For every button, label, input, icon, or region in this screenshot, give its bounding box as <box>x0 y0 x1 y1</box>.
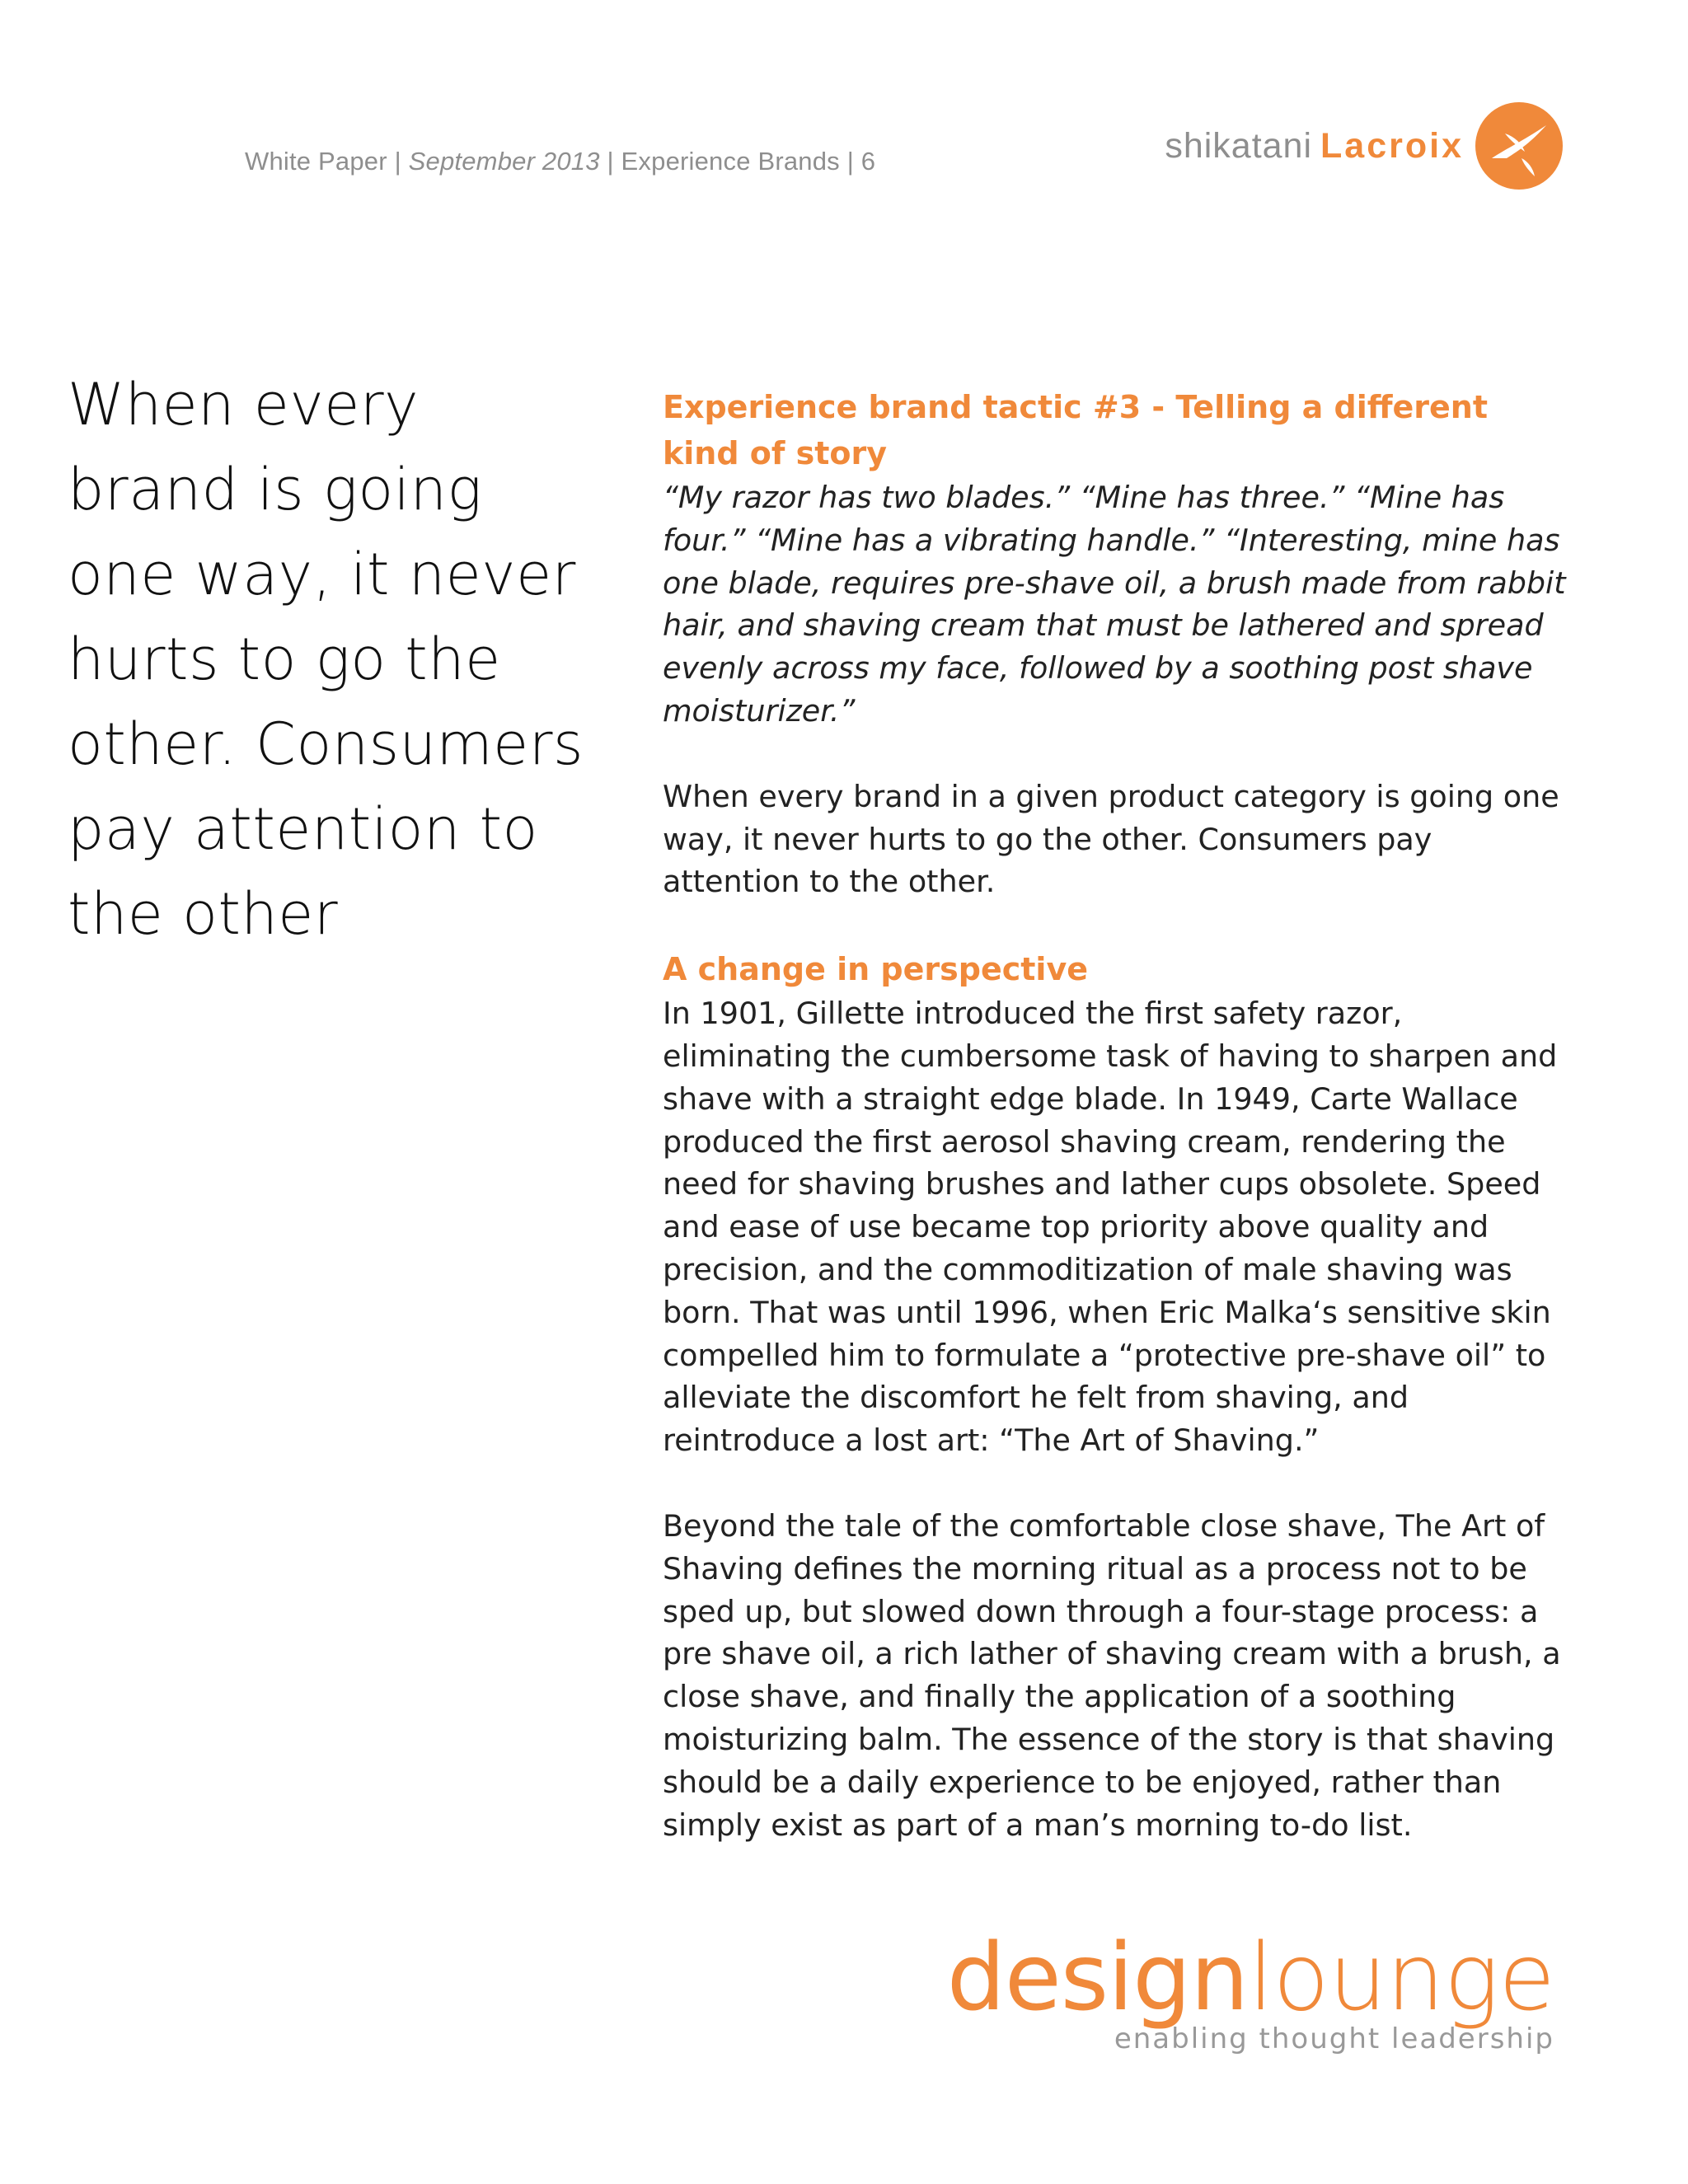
design-lounge-logo <box>946 1924 1554 2055</box>
logo-design-word: design <box>946 1924 1249 2032</box>
section-1-title: Experience brand tactic #3 - Telling a different kind of story <box>663 389 1489 471</box>
section-2-title: A change in perspective <box>663 951 1088 988</box>
header-text-2: | Experience Brands | 6 <box>599 147 876 176</box>
main-column <box>663 384 1569 1846</box>
header-date: September 2013 <box>408 147 600 176</box>
logo-word-1: shikatani <box>1165 125 1313 166</box>
section-1-quote: “My razor has two blades.” “Mine has three.” “Mine has four.” “Mine has a vibrating handle.” “Interesting, mine has one blade, requires pre-shave oil, a brush made from rabbit hair, and shaving cream that must be lathered and spread evenly across my face, followed by a soothing post shave moisturizer.” <box>663 480 1566 729</box>
section-2-paragraph-1: In 1901, Gillette introduced the first safety razor, eliminating the cumbersome task of having to sharpen and shave with a straight edge blade. In 1949, Carte Wallace produced the first aerosol shaving cream, rendering the need for shaving brushes and lather cups obsolete. Speed and ease of use became top priority above quality and precision, and the commoditization of male shaving was born. That was until 1996, when Eric Malka‘s sensitive skin compelled him to formulate a “protective pre-shave oil” to alleviate the discomfort he felt from shaving, and reintroduce a lost art: “The Art of Shaving.” <box>663 996 1558 1459</box>
logo-lounge-word: lounge <box>1248 1924 1554 2032</box>
section-1-body: When every brand in a given product category is going one way, it never hurts to go the other. Consumers pay attention to the other. <box>663 778 1559 900</box>
page-header <box>245 147 875 176</box>
company-logo <box>1165 101 1564 191</box>
section-2-paragraph-2: Beyond the tale of the comfortable close shave, The Art of Shaving defines the morning ritual as a process not to be sped up, but slowed down through a four-stage process: a pre shave oil, a rich lather of shaving cream with a brush, a close shave, and finally the application of a soothing moisturizing balm. The essence of the story is that shaving should be a daily experience to be enjoyed, rather than simply exist as part of a man’s morning to-do list. <box>663 1507 1561 1843</box>
pull-quote: When every brand is going one way, it never hurts to go the other. Consumers pay attention to the other <box>68 371 584 948</box>
logo-word-2: Lacroix <box>1320 125 1464 166</box>
logo-tagline: enabling thought leadership <box>1114 2022 1554 2055</box>
bird-logo-icon <box>1474 101 1564 191</box>
header-text-1: White Paper | <box>245 147 409 176</box>
